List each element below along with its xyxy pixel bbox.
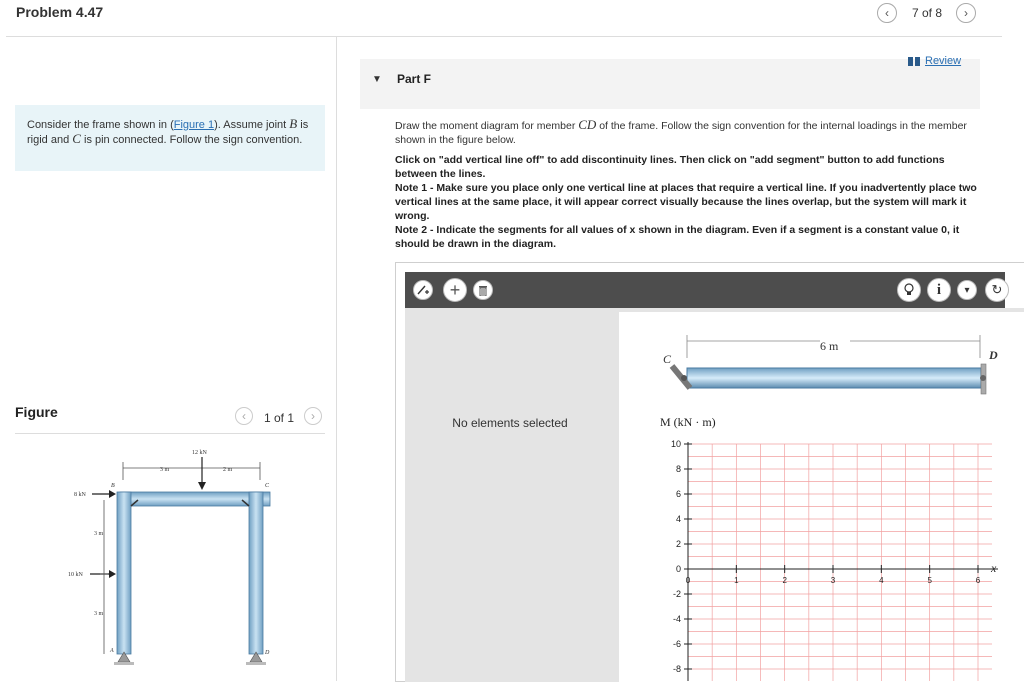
info-icon: i [936, 281, 942, 298]
y-tick-label: -4 [672, 614, 681, 624]
review-link[interactable]: Review [908, 55, 961, 67]
moment-chart[interactable] [640, 436, 1024, 681]
beam-cd-figure [650, 330, 1020, 410]
label-a: A [110, 648, 114, 654]
add-segment-button[interactable] [443, 278, 467, 302]
load-8kn-label: 8 kN [74, 492, 86, 498]
load-12kn-label: 12 kN [192, 450, 207, 456]
x-tick-label: 0 [685, 576, 691, 585]
beam-length-label: 6 m [820, 339, 839, 353]
problem-title: Problem 4.47 [16, 4, 104, 20]
figure-page: 1 of 1 [264, 411, 295, 425]
x-tick-label: 2 [782, 576, 787, 585]
part-header[interactable] [360, 59, 980, 109]
dim-top-right: 2 m [223, 467, 233, 473]
collapse-caret-icon[interactable]: ▼ [372, 74, 382, 85]
column-cd [249, 492, 263, 654]
figure-divider [15, 433, 325, 434]
header-divider [6, 36, 1002, 37]
chevron-left-icon: ‹ [242, 409, 246, 423]
y-tick-label: 4 [675, 514, 681, 524]
dim-left-lower: 3 m [94, 611, 104, 617]
chevron-right-icon: › [964, 6, 968, 20]
dim-left-upper: 3 m [94, 531, 104, 537]
instructions: Draw the moment diagram for member CD of the frame. Follow the sign convention for the internal loadings in the member shown in the figure below. Click on "add vertical line off" to add discontinuity lines. Then click on "add segment" button to add functions between the lines. Note 1 - Make sure you place only one vertical line at places that require a vertical line. If you inadvertently place two vertical lines at the same place, it will appear correct visually because the lines overlap, but the system will mark it wrong. Note 2 - Indicate the segments for all values of x shown in the diagram. Even if a segment is a constant value 0, it should be drawn in the diagram. [395, 118, 985, 251]
x-tick-label: 4 [879, 576, 884, 585]
y-tick-label: -8 [672, 664, 681, 674]
label-c: C [265, 483, 270, 489]
y-tick-label: -6 [672, 639, 681, 649]
hint-button[interactable] [897, 278, 921, 302]
figure-next-button[interactable] [304, 407, 322, 425]
column-divider [336, 37, 337, 681]
column-ab [117, 492, 131, 654]
figure-heading: Figure [15, 404, 58, 420]
x-tick-label: 1 [734, 576, 739, 585]
info-button[interactable] [927, 278, 951, 302]
page-count: 7 of 8 [912, 6, 943, 20]
options-dropdown-button[interactable] [957, 280, 977, 300]
chevron-down-icon: ▾ [964, 284, 970, 296]
dim-top-left: 3 m [160, 467, 170, 473]
delete-button[interactable] [473, 280, 493, 300]
hint-icon [903, 283, 915, 297]
reset-icon: ↻ [991, 282, 1003, 297]
y-tick-label: 6 [675, 489, 681, 499]
instruction-note-1: Note 1 - Make sure you place only one vertical line at places that require a vertical line. If you inadvertently place two vertical lines at the same place, it will appear correct visually because the lines overlap, but the system will mark it wrong. [395, 182, 977, 222]
x-tick-label: 5 [927, 576, 932, 585]
figure-prev-button[interactable] [235, 407, 253, 425]
y-tick-label: 10 [670, 439, 681, 449]
instruction-note-2: Note 2 - Indicate the segments for all values of x shown in the diagram. Even if a segment is a constant value 0, it should be drawn in the diagram. [395, 224, 960, 250]
label-b: B [111, 483, 115, 489]
book-icon [908, 57, 920, 66]
load-10kn-label: 10 kN [68, 572, 83, 578]
x-axis-title: x [991, 561, 997, 575]
add-segment-icon: + [449, 279, 461, 300]
x-tick-label: 3 [830, 576, 836, 585]
x-tick-label: 6 [975, 576, 981, 585]
next-problem-button[interactable] [956, 3, 976, 23]
chevron-left-icon: ‹ [885, 6, 889, 20]
selection-status: No elements selected [452, 416, 568, 430]
selection-panel [405, 308, 615, 682]
delete-icon [478, 284, 488, 296]
reset-button[interactable] [985, 278, 1009, 302]
y-axis-title: M (kN · m) [660, 415, 716, 429]
chevron-right-icon: › [311, 409, 315, 423]
load-arrowhead-top [198, 482, 206, 490]
figure-link[interactable]: Figure 1 [173, 119, 215, 131]
prev-problem-button[interactable] [877, 3, 897, 23]
y-tick-label: 0 [675, 564, 681, 574]
add-vertical-line-button[interactable] [413, 280, 433, 300]
problem-prompt: Consider the frame shown in (Figure 1). Assume joint B is rigid and C is pin connected. Follow the sign convention. [15, 105, 325, 171]
y-tick-label: 2 [675, 539, 681, 549]
frame-figure [60, 440, 290, 672]
add-vertical-line-icon [416, 284, 430, 296]
y-tick-label: -2 [672, 589, 681, 599]
label-d: D [265, 650, 270, 656]
beam-label-c: C [663, 352, 672, 366]
instruction-step: Click on "add vertical line off" to add discontinuity lines. Then click on "add segment" button to add functions between the lines. [395, 154, 945, 180]
beam-label-d: D [989, 348, 998, 362]
y-tick-label: 8 [675, 464, 681, 474]
part-title: Part F [397, 72, 432, 86]
